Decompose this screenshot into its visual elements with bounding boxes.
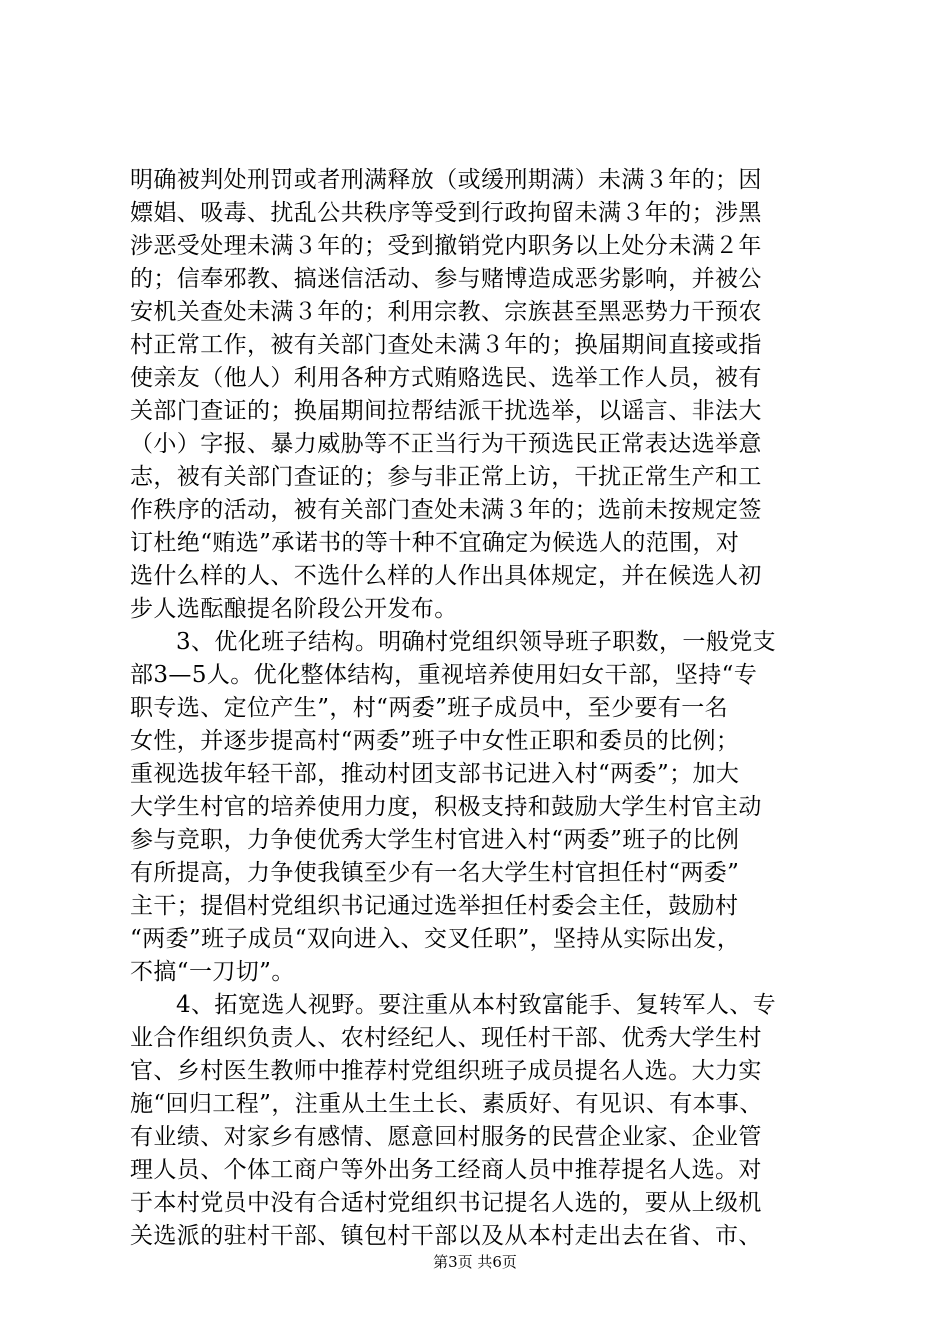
- text-line: 参与竞职，力争使优秀大学生村官进入村“两委”班子的比例: [130, 827, 740, 853]
- text-line: 志，被有关部门查证的；参与非正常上访，干扰正常生产和工: [130, 464, 762, 490]
- text-line: （小）字报、暴力威胁等不正当行为干预选民正常表达选举意: [130, 431, 762, 457]
- text-line: 安机关查处未满３年的；利用宗教、宗族甚至黑恶势力干预农: [130, 299, 762, 325]
- text-line: 关选派的驻村干部、镇包村干部以及从本村走出去在省、市、: [130, 1223, 762, 1249]
- text-line: 部3—5人。优化整体结构，重视培养使用妇女干部，坚持“专: [130, 662, 758, 688]
- text-line: 有所提高，力争使我镇至少有一名大学生村官担任村“两委”: [130, 860, 740, 886]
- text-line: 大学生村官的培养使用力度，积极支持和鼓励大学生村官主动: [130, 794, 762, 820]
- text-line: 理人员、个体工商户等外出务工经商人员中推荐提名人选。对: [130, 1157, 762, 1183]
- text-line: 女性，并逐步提高村“两委”班子中女性正职和委员的比例；: [130, 728, 740, 754]
- text-line: 有业绩、对家乡有感情、愿意回村服务的民营企业家、企业管: [130, 1124, 762, 1150]
- text-line: 作秩序的活动，被有关部门查处未满３年的；选前未按规定签: [130, 497, 762, 523]
- text-line: 施“回归工程”，注重从土生土长、素质好、有见识、有本事、: [130, 1091, 763, 1117]
- text-line: 步人选酝酿提名阶段公开发布。: [130, 596, 458, 622]
- text-line: 的；信奉邪教、搞迷信活动、参与赌博造成恶劣影响，并被公: [130, 266, 762, 292]
- text-line: 业合作组织负责人、农村经纪人、现任村干部、优秀大学生村: [130, 1025, 762, 1051]
- text-line: 订杜绝“贿选”承诺书的等十种不宜确定为候选人的范围，对: [130, 530, 740, 556]
- text-line: 于本村党员中没有合适村党组织书记提名人选的，要从上级机: [130, 1190, 762, 1216]
- text-line: 主干；提倡村党组织书记通过选举担任村委会主任，鼓励村: [130, 893, 739, 919]
- text-line: 职专选、定位产生”，村“两委”班子成员中，至少要有一名: [130, 695, 729, 721]
- text-line: 涉恶受处理未满３年的；受到撤销党内职务以上处分未满２年: [130, 233, 762, 259]
- text-line: 不搞“一刀切”。: [130, 959, 295, 985]
- text-line: 嫖娼、吸毒、扰乱公共秩序等受到行政拘留未满３年的；涉黑: [130, 200, 762, 226]
- page-footer: 第3页 共6页: [433, 1253, 517, 1271]
- text-line: 明确被判处刑罚或者刑满释放（或缓刑期满）未满３年的；因: [130, 167, 762, 193]
- text-line: “两委”班子成员“双向进入、交叉任职”，坚持从实际出发，: [130, 926, 741, 952]
- text-line: 选什么样的人、不选什么样的人作出具体规定，并在候选人初: [130, 563, 762, 589]
- text-line: 4、拓宽选人视野。要注重从本村致富能手、复转军人、专: [176, 992, 777, 1018]
- document-body: [130, 164, 830, 1253]
- text-line: 关部门查证的；换届期间拉帮结派干扰选举，以谣言、非法大: [130, 398, 762, 424]
- text-line: 使亲友（他人）利用各种方式贿赂选民、选举工作人员，被有: [130, 365, 762, 391]
- text-line: 官、乡村医生教师中推荐村党组织班子成员提名人选。大力实: [130, 1058, 762, 1084]
- text-line: 村正常工作，被有关部门查处未满３年的；换届期间直接或指: [130, 332, 762, 358]
- text-line: 重视选拔年轻干部，推动村团支部书记进入村“两委”；加大: [130, 761, 740, 787]
- text-line: 3、优化班子结构。明确村党组织领导班子职数，一般党支: [176, 629, 777, 655]
